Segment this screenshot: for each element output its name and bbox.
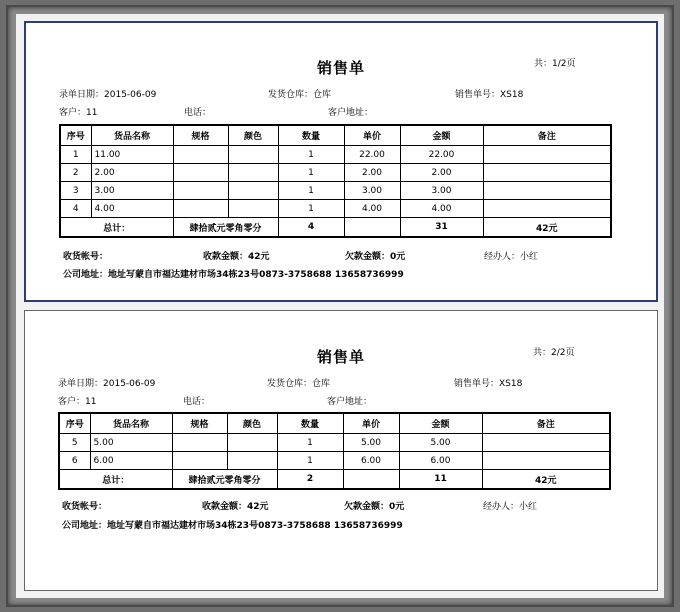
cell-qty: 1	[277, 434, 343, 452]
cell-index: 1	[60, 146, 91, 164]
header-cell: 货品名称	[90, 413, 172, 434]
total-amount: 31	[400, 218, 483, 238]
cell-name: 6.00	[90, 452, 172, 470]
cell-amount: 5.00	[399, 434, 482, 452]
document-title: 销售单	[316, 59, 365, 77]
header-cell: 单价	[343, 413, 399, 434]
cell-spec	[173, 182, 228, 200]
cell-color	[227, 452, 277, 470]
table-row	[60, 164, 611, 182]
header-cell: 金额	[400, 125, 483, 146]
cell-index: 6	[59, 452, 90, 470]
print-page-2	[24, 310, 658, 591]
header-cell: 数量	[277, 413, 343, 434]
cell-name: 4.00	[91, 200, 173, 218]
header-cell: 单价	[344, 125, 400, 146]
cell-note	[483, 200, 611, 218]
cell-amount: 2.00	[400, 164, 483, 182]
grand-total: 42元	[482, 470, 610, 490]
warehouse: 发货仓库：仓库	[268, 90, 332, 100]
company-address: 公司地址：地址写蒙自市福达建材市场34栋23号0873-3758688 13658736999	[62, 521, 403, 531]
cell-qty: 1	[277, 452, 343, 470]
order-date: 录单日期：2015-06-09	[59, 90, 157, 100]
customer-address: 客户地址：	[327, 397, 373, 407]
cell-name: 2.00	[91, 164, 173, 182]
header-cell: 规格	[172, 413, 227, 434]
page-count: 共：1/2页	[534, 59, 576, 69]
cell-qty: 1	[278, 182, 344, 200]
print-page-1	[24, 21, 658, 302]
received-amount: 收款金额：42元	[202, 502, 269, 512]
header-cell: 颜色	[228, 125, 278, 146]
order-number: 销售单号：XS18	[455, 90, 524, 100]
header-cell: 颜色	[227, 413, 277, 434]
table-row	[59, 452, 610, 470]
cell-color	[227, 434, 277, 452]
cell-name: 5.00	[90, 434, 172, 452]
cell-amount: 3.00	[400, 182, 483, 200]
warehouse: 发货仓库：仓库	[267, 379, 331, 389]
receiving-account: 收货帐号：	[63, 252, 109, 262]
cell-spec	[173, 164, 228, 182]
phone: 电话：	[183, 397, 211, 407]
order-date: 录单日期：2015-06-09	[58, 379, 156, 389]
header-cell: 数量	[278, 125, 344, 146]
agent: 经办人：小红	[484, 252, 539, 262]
total-qty: 2	[277, 470, 343, 490]
phone: 电话：	[184, 108, 212, 118]
items-table	[59, 124, 612, 238]
cell-qty: 1	[278, 164, 344, 182]
cell-price: 5.00	[343, 434, 399, 452]
company-address: 公司地址：地址写蒙自市福达建材市场34栋23号0873-3758688 13658736999	[63, 270, 404, 280]
total-row	[59, 470, 610, 490]
cell-amount: 22.00	[400, 146, 483, 164]
cell-color	[228, 164, 278, 182]
total-label: 总计：	[59, 470, 172, 490]
cell-spec	[172, 434, 227, 452]
cell-note	[482, 452, 610, 470]
customer: 客户：11	[59, 108, 98, 118]
table-header-row	[60, 125, 611, 146]
cell-note	[483, 164, 611, 182]
cell-index: 2	[60, 164, 91, 182]
cell-spec	[172, 452, 227, 470]
table-row	[60, 182, 611, 200]
cell-note	[482, 434, 610, 452]
total-in-words: 肆拾贰元零角零分	[172, 470, 277, 490]
total-amount: 11	[399, 470, 482, 490]
table-header-row	[59, 413, 610, 434]
total-row	[60, 218, 611, 238]
cell-qty: 1	[278, 200, 344, 218]
total-label: 总计：	[60, 218, 173, 238]
cell-index: 3	[60, 182, 91, 200]
cell-price: 2.00	[344, 164, 400, 182]
cell-name: 3.00	[91, 182, 173, 200]
header-cell: 备注	[483, 125, 611, 146]
cell-index: 5	[59, 434, 90, 452]
header-cell: 货品名称	[91, 125, 173, 146]
cell-color	[228, 200, 278, 218]
receiving-account: 收货帐号：	[62, 502, 108, 512]
header-cell: 金额	[399, 413, 482, 434]
cell-price: 3.00	[344, 182, 400, 200]
table-row	[59, 434, 610, 452]
total-price-empty	[344, 218, 400, 238]
total-in-words: 肆拾贰元零角零分	[173, 218, 278, 238]
received-amount: 收款金额：42元	[203, 252, 270, 262]
cell-index: 4	[60, 200, 91, 218]
total-price-empty	[343, 470, 399, 490]
customer: 客户：11	[58, 397, 97, 407]
cell-name: 11.00	[91, 146, 173, 164]
header-cell: 序号	[60, 125, 91, 146]
cell-qty: 1	[278, 146, 344, 164]
cell-amount: 4.00	[400, 200, 483, 218]
total-qty: 4	[278, 218, 344, 238]
header-cell: 规格	[173, 125, 228, 146]
items-table	[58, 412, 611, 490]
cell-color	[228, 182, 278, 200]
table-row	[60, 200, 611, 218]
cell-color	[228, 146, 278, 164]
cell-price: 22.00	[344, 146, 400, 164]
header-cell: 序号	[59, 413, 90, 434]
grand-total: 42元	[483, 218, 611, 238]
table-row	[60, 146, 611, 164]
cell-price: 4.00	[344, 200, 400, 218]
cell-amount: 6.00	[399, 452, 482, 470]
cell-note	[483, 182, 611, 200]
owed-amount: 欠款金额：0元	[345, 252, 406, 262]
customer-address: 客户地址：	[328, 108, 374, 118]
owed-amount: 欠款金额：0元	[344, 502, 405, 512]
agent: 经办人：小红	[483, 502, 538, 512]
page-count: 共：2/2页	[533, 348, 575, 358]
document-title: 销售单	[316, 348, 365, 366]
cell-spec	[173, 146, 228, 164]
cell-spec	[173, 200, 228, 218]
header-cell: 备注	[482, 413, 610, 434]
order-number: 销售单号：XS18	[454, 379, 523, 389]
cell-price: 6.00	[343, 452, 399, 470]
cell-note	[483, 146, 611, 164]
